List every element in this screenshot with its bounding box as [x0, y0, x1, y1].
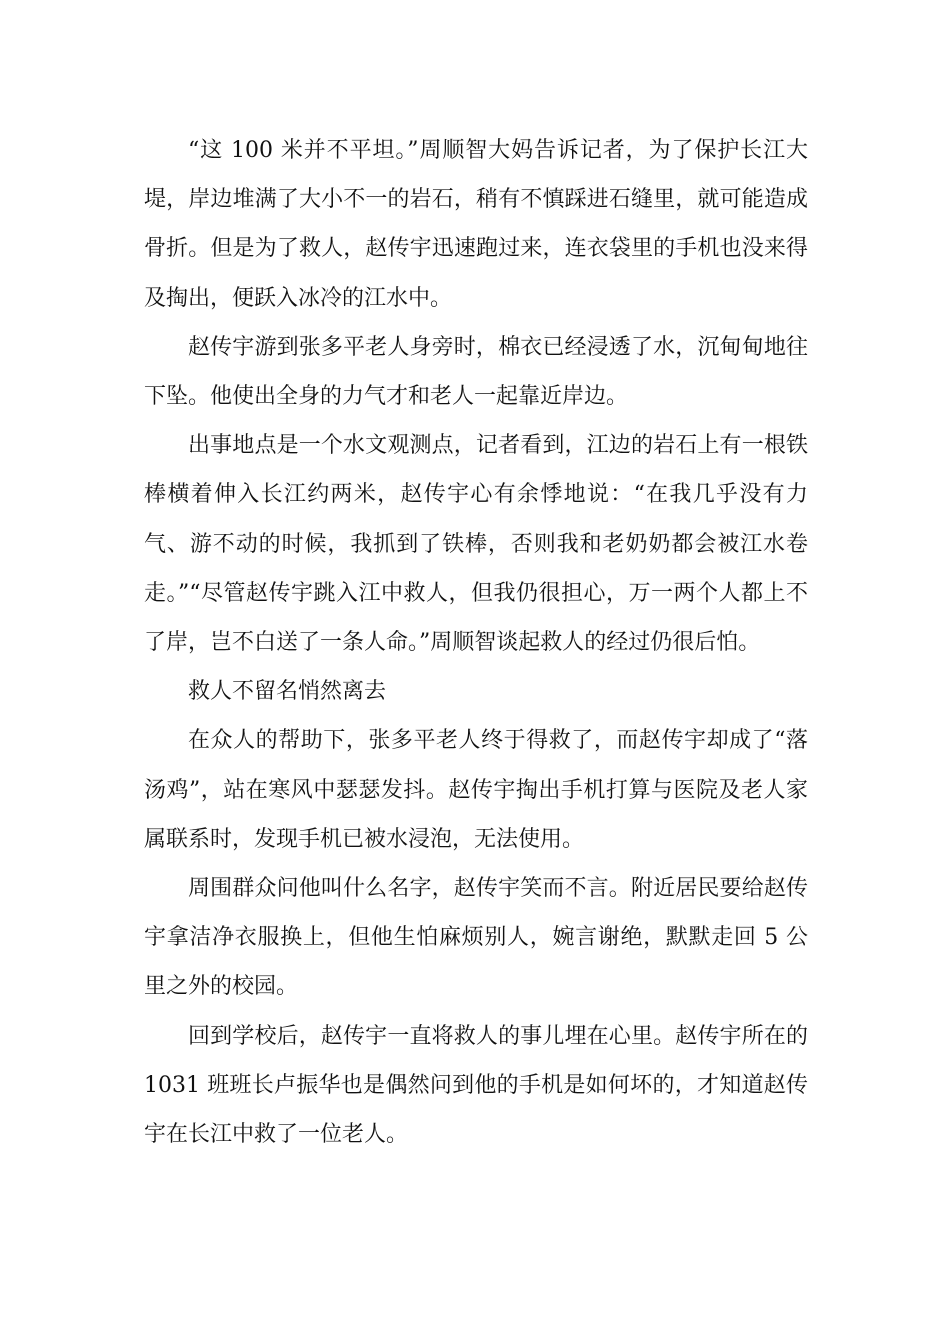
paragraph-swim-to-elder: 赵传宇游到张多平老人身旁时，棉衣已经浸透了水，沉甸甸地往下坠。他使出全身的力气才和老人一起靠近岸边。	[144, 334, 808, 410]
paragraph-iron-bar: 出事地点是一个水文观测点，记者看到，江边的岩石上有一根铁棒横着伸入长江约两米，赵传宇心有余悸地说：“在我几乎没有力气、游不动的时候，我抓到了铁棒，否则我和老奶奶都会被江水卷走。”“尽管赵传宇跳入江中救人，但我仍很担心，万一两个人都上不了岸，岂不白送了一条人命。”周顺智谈起救人的经过仍很后怕。	[144, 433, 808, 656]
paragraph-rescued: 在众人的帮助下，张多平老人终于得救了，而赵传宇却成了“落汤鸡”，站在寒风中瑟瑟发抖。赵传宇掏出手机打算与医院及老人家属联系时，发现手机已被水浸泡，无法使用。	[144, 728, 808, 852]
paragraph-rescue-path: “这 100 米并不平坦。”周顺智大妈告诉记者，为了保护长江大堤，岸边堆满了大小不一的岩石，稍有不慎踩进石缝里，就可能造成骨折。但是为了救人，赵传宇迅速跑过来，连衣袋里的手机也没来得及掏出，便跃入冰冷的江水中。	[144, 138, 808, 311]
section-heading: 救人不留名悄然离去	[188, 679, 387, 705]
paragraph-nameless: 周围群众问他叫什么名字，赵传宇笑而不言。附近居民要给赵传宇拿洁净衣服换上，但他生怕麻烦别人，婉言谢绝，默默走回 5 公里之外的校园。	[144, 876, 808, 1000]
paragraph-back-to-school: 回到学校后，赵传宇一直将救人的事儿埋在心里。赵传宇所在的 1031 班班长卢振华也是偶然问到他的手机是如何坏的，才知道赵传宇在长江中救了一位老人。	[144, 1023, 808, 1148]
document-body	[144, 126, 808, 1159]
